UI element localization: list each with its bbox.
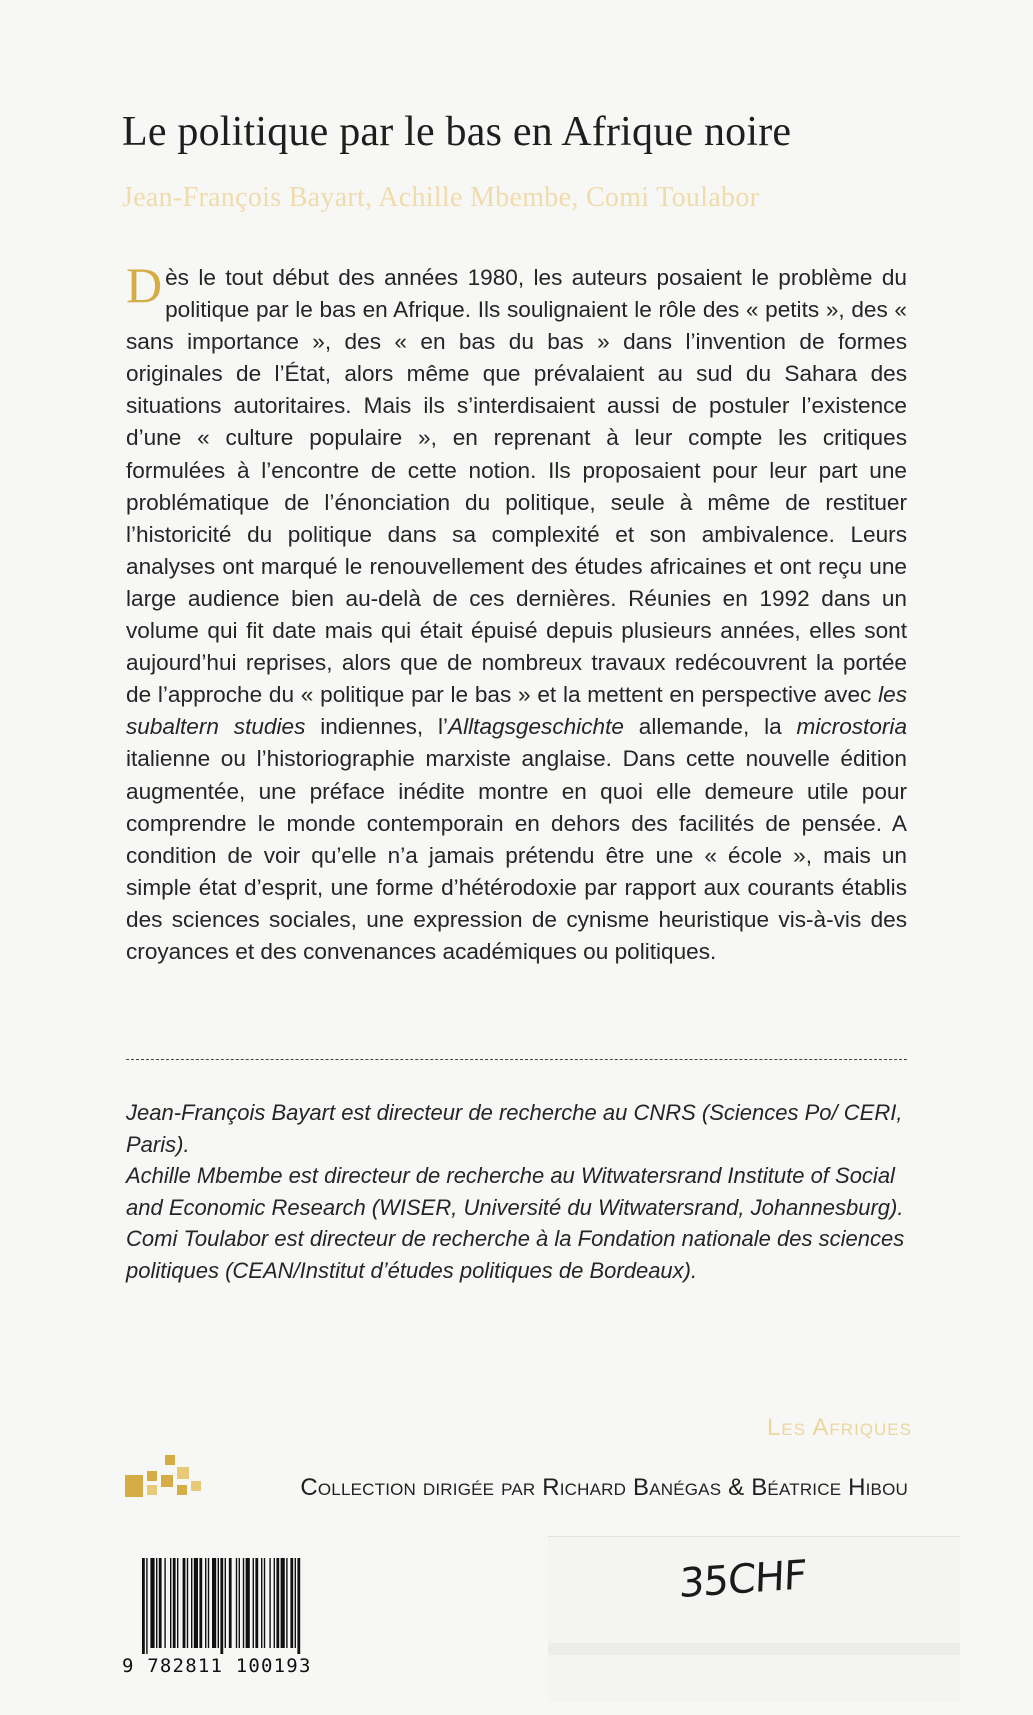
blurb-italic-subaltern: les subaltern studies [126, 682, 907, 740]
barcode-bar [281, 1558, 285, 1648]
book-title: Le politique par le bas en Afrique noire [122, 109, 792, 155]
blurb-italic-microstoria: microstoria [796, 714, 908, 740]
author-bios [126, 1097, 916, 1287]
barcode-bar [243, 1558, 244, 1648]
barcode-bar [156, 1558, 157, 1648]
drop-cap: D [126, 257, 163, 313]
barcode-bar [164, 1558, 165, 1648]
barcode-bar [205, 1558, 206, 1648]
barcode-bar [199, 1558, 202, 1648]
bio-bayart: Jean-François Bayart est directeur de recherche au CNRS (Sciences Po/ CERI, Paris). [126, 1100, 903, 1157]
barcode-bar [173, 1558, 176, 1648]
bio-mbembe: Achille Mbembe est directeur de recherche au Witwatersrand Institute of Social and Economic Research (WISER, Université du Witwatersrand, Johannesburg). [126, 1163, 904, 1220]
isbn-digits: 9 782811 100193 [122, 1655, 312, 1677]
barcode-bar [290, 1558, 293, 1648]
sticker-band [548, 1643, 960, 1655]
barcode-bar [146, 1558, 147, 1654]
book-authors: Jean-François Bayart, Achille Mbembe, Comi Toulabor [122, 182, 760, 213]
barcode-bar [236, 1558, 237, 1648]
barcode-bar [220, 1558, 223, 1654]
barcode-bar [170, 1558, 171, 1648]
blurb-text-part1: ès le tout début des années 1980, les auteurs posaient le problème du politique par le bas en Afrique. Ils soulignaient le rôle des « petits », des « sans importance », des « en bas du bas » dans l’invention de formes originales de l’État, alors même que prévalaient au sud du Sahara des situations autoritaires. Mais ils s’interdisaient aussi de postuler l’existence d’une « culture populaire », en reprenant à leur compte les critiques formulées à l’encontre de cette notion. Ils proposaient pour leur part une problématique de l’énonciation du politique, seule à même de restituer l’historicité du politique dans sa complexité et son ambivalence. Leurs analyses ont marqué le renouvellement des études africaines et ont reçu une large audience bien au-delà de ces dernières. Réunies en 1992 dans un volume qui fit date mais qui était épuisé depuis plusieurs années, elles sont aujourd’hui reprises, alors que de nombreux travaux redécouvrent la portée de l’approche du « politique par le bas » et la mettent en perspective avec [126, 265, 907, 708]
barcode-bars [140, 1558, 350, 1654]
barcode-bar [239, 1558, 240, 1648]
barcode-bar [177, 1558, 178, 1648]
barcode-bar [142, 1558, 145, 1654]
bio-toulabor: Comi Toulabor est directeur de recherche à la Fondation nationale des sciences politiques (CEAN/Institut d’études politiques de Bordeaux). [126, 1226, 905, 1283]
barcode-bar [253, 1558, 254, 1648]
barcode-bar [212, 1558, 216, 1648]
barcode-bar [208, 1558, 209, 1648]
barcode-bar [269, 1558, 270, 1648]
barcode-bar [264, 1558, 265, 1648]
barcode-bar [297, 1558, 300, 1654]
price-sticker [548, 1536, 960, 1702]
barcode-bar [150, 1558, 154, 1648]
barcode-bar [183, 1558, 186, 1648]
barcode-bar [191, 1558, 192, 1648]
barcode-bar [286, 1558, 287, 1648]
barcode-bar [194, 1558, 198, 1648]
blurb-paragraph [126, 257, 908, 968]
barcode-bar [255, 1558, 258, 1648]
barcode-bar [159, 1558, 162, 1648]
barcode-bar [218, 1558, 219, 1648]
barcode-bar [225, 1558, 226, 1648]
section-divider [126, 1059, 907, 1060]
isbn-barcode [122, 1558, 354, 1678]
barcode-bar [295, 1558, 296, 1648]
barcode-bar [246, 1558, 250, 1648]
barcode-bar [261, 1558, 262, 1648]
barcode-bar [229, 1558, 232, 1648]
barcode-bar [276, 1558, 279, 1648]
blurb-text-part2: indiennes, l’ [305, 714, 449, 740]
publisher-logo-icon [125, 1455, 203, 1501]
blurb-text-part3: allemande, la [623, 714, 797, 740]
blurb-italic-alltagsgeschichte: Alltagsgeschichte [448, 714, 624, 740]
series-name: Les Afriques [767, 1414, 912, 1441]
handwritten-price: 35CHF [678, 1552, 807, 1608]
blurb-text-part4: italienne ou l’historiographie marxiste anglaise. Dans cette nouvelle édition augmentée, une préface inédite montre en quoi elle demeure utile pour comprendre le monde contemporain en dehors des facilités de pensée. A condition de voir qu’elle n’a jamais prétendu être une « école », mais un simple état d’esprit, une forme d’hétérodoxie par rapport aux courants établis des sciences sociales, une expression de cynisme heuristique vis-à-vis des croyances et des convenances académiques ou politiques. [126, 746, 907, 964]
barcode-bar [274, 1558, 275, 1648]
barcode-bar [187, 1558, 188, 1648]
collection-editors: Collection dirigée par Richard Banégas & Béatrice Hibou [300, 1474, 908, 1501]
